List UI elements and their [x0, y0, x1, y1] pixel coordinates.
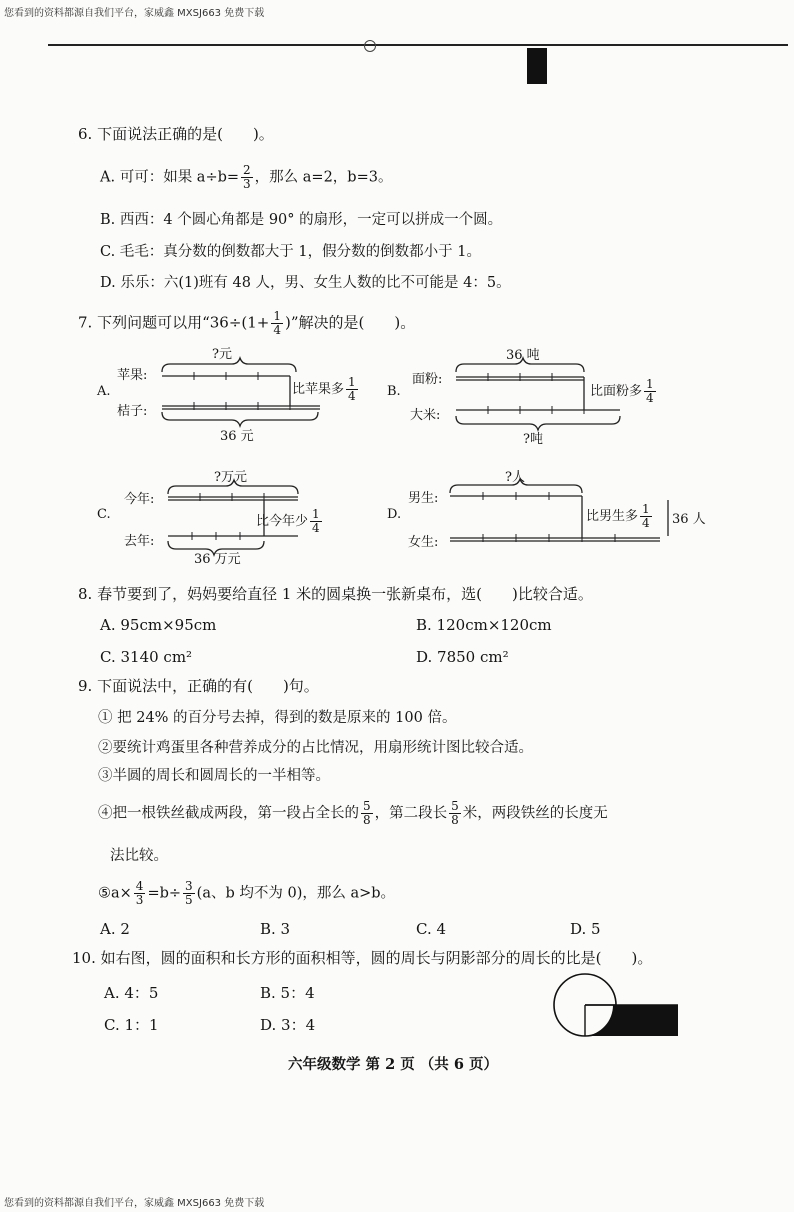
q7d-row2-label: 女生: — [408, 535, 439, 550]
q7a-row2-label: 桔子: — [117, 404, 148, 419]
q9-stem-end: )句。 — [282, 677, 319, 695]
q8-stem-end: )比较合适。 — [512, 585, 593, 603]
q8-stem-text: 8. 春节要到了，妈妈要给直径 1 米的圆桌换一张新桌布，选( — [78, 585, 483, 603]
q9-statement-5 — [98, 880, 395, 907]
q9-option-a: A. 2 — [100, 920, 130, 938]
q7b-note-text: 比面粉多 — [590, 384, 643, 399]
q10-option-c: C. 1：1 — [104, 1016, 159, 1034]
q9-s5-frac1 — [134, 880, 146, 907]
q7a-note-num: 1 — [348, 375, 356, 389]
q7d-right-label: 36 人 — [672, 512, 706, 527]
q7b-row1-label: 面粉: — [412, 372, 443, 387]
q9-option-d: D. 5 — [570, 920, 601, 938]
q6-a-frac-den: 3 — [243, 177, 251, 191]
q7b-top-label: 36 吨 — [506, 348, 540, 363]
q7d-letter: D. — [387, 507, 402, 522]
q8-option-c: C. 3140 cm² — [100, 648, 193, 666]
q7a-row1-label: 苹果: — [117, 368, 148, 383]
watermark-top: 您看到的资料都源自我们平台，家威鑫 MXSJ663 免费下载 — [4, 8, 265, 19]
q9-statement-3: ③半圆的周长和圆周长的一半相等。 — [98, 768, 330, 784]
q9-s5-den1: 3 — [135, 893, 144, 907]
q9-s5-post: (a、b 均不为 0)，那么 a>b。 — [196, 885, 396, 902]
q7c-note-frac — [310, 508, 322, 535]
q6-option-b: B. 西西：4 个圆心角都是 90° 的扇形，一定可以拼成一个圆。 — [100, 212, 503, 228]
q7d-note-frac — [640, 503, 652, 530]
q7a-note-text: 比苹果多 — [292, 382, 345, 397]
q7a-note-den: 4 — [348, 389, 356, 403]
q9-s4-frac1 — [361, 800, 373, 827]
q7b-note-num: 1 — [646, 377, 654, 391]
q7-frac-num: 1 — [273, 309, 282, 323]
q7a-letter: A. — [97, 384, 111, 399]
q7-stem-post: )”解决的是( — [285, 313, 365, 332]
q6-a-frac-num: 2 — [243, 163, 251, 177]
q10-stem — [72, 948, 652, 968]
q9-stem-text: 9. 下面说法中，正确的有( — [78, 677, 253, 695]
q9-s4-num1: 5 — [363, 799, 371, 813]
q7d-row1-label: 男生: — [408, 491, 439, 506]
q9-option-b: B. 3 — [260, 920, 291, 938]
q7c-letter: C. — [97, 507, 111, 522]
q7a-top-label: ?元 — [212, 347, 232, 362]
q7c-bottom-label: 36 万元 — [194, 552, 241, 567]
q9-s4-den1: 8 — [363, 813, 371, 827]
q7d-note-text: 比男生多 — [586, 509, 639, 524]
q10-stem-end: )。 — [631, 949, 653, 967]
watermark-bottom: 您看到的资料都源自我们平台，家威鑫 MXSJ663 免费下载 — [4, 1198, 265, 1209]
q9-s5-den2: 5 — [185, 893, 193, 907]
q7b-letter: B. — [387, 384, 401, 399]
q7a-note-frac — [346, 376, 358, 403]
q10-stem-text: 10. 如右图，圆的面积和长方形的面积相等，圆的周长与阴影部分的周长的比是( — [72, 949, 602, 967]
q9-s5-mid: =b÷ — [147, 885, 182, 902]
q9-statement-2: ②要统计鸡蛋里各种营养成分的占比情况，用扇形统计图比较合适。 — [98, 740, 533, 756]
q7c-row2-label: 去年: — [124, 534, 155, 549]
q10-shaded-region — [585, 1005, 678, 1036]
q6-a-pre: A. 可可：如果 a÷b= — [100, 169, 240, 186]
q9-s5-num1: 4 — [135, 879, 144, 893]
q7-stem-end: )。 — [394, 313, 416, 332]
q8-option-b: B. 120cm×120cm — [416, 616, 552, 634]
q7d-top-label: ?人 — [505, 470, 525, 485]
q7c-note-num: 1 — [312, 507, 320, 521]
q10-option-a: A. 4：5 — [104, 984, 159, 1002]
q7-stem-pre: 7. 下列问题可以用“36÷(1+ — [78, 313, 270, 332]
q7b-row2-label: 大米: — [410, 408, 441, 423]
q9-s4-pre: ④把一根铁丝截成两段，第一段占全长的 — [98, 805, 359, 822]
q9-s4-mid: ，第二段长 — [374, 805, 448, 822]
q7d-note-den: 4 — [642, 516, 650, 530]
q7a-bottom-label: 36 元 — [220, 429, 254, 444]
q8-option-a: A. 95cm×95cm — [100, 616, 217, 634]
q6-option-c: C. 毛毛：真分数的倒数都大于 1，假分数的倒数都小于 1。 — [100, 244, 481, 260]
q10-option-d: D. 3：4 — [260, 1016, 316, 1034]
q7b-note-den: 4 — [646, 391, 654, 405]
q6-stem-text: 6. 下面说法正确的是( — [78, 125, 223, 143]
q9-stem — [78, 676, 319, 696]
q7-frac-den: 4 — [273, 323, 282, 337]
q9-s4-frac2 — [449, 800, 461, 827]
q7c-note — [256, 508, 324, 535]
q9-option-c: C. 4 — [416, 920, 447, 938]
q7b-note — [590, 378, 658, 405]
page-footer: 六年级数学 第 2 页 （共 6 页） — [288, 1056, 498, 1073]
q9-s5-pre: ⑤a× — [98, 885, 132, 902]
q9-s4-den2: 8 — [451, 813, 459, 827]
q8-option-d: D. 7850 cm² — [416, 648, 509, 666]
q7c-row1-label: 今年: — [124, 492, 155, 507]
q6-stem-end: )。 — [252, 125, 274, 143]
q9-statement-4-line2: 法比较。 — [110, 848, 168, 864]
q7c-note-text: 比今年少 — [256, 514, 309, 529]
q9-s5-frac2 — [183, 880, 195, 907]
q7a-bottom-brace — [162, 412, 318, 426]
q9-s4-num2: 5 — [451, 799, 459, 813]
q7d-note-num: 1 — [642, 502, 650, 516]
q9-statement-1: ① 把 24% 的百分号去掉，得到的数是原来的 100 倍。 — [98, 710, 457, 726]
q9-s5-num2: 3 — [185, 879, 193, 893]
q7b-note-frac — [644, 378, 656, 405]
q10-figure — [550, 970, 690, 1042]
q10-option-b: B. 5：4 — [260, 984, 315, 1002]
q7d-note — [586, 503, 654, 530]
q7c-top-label: ?万元 — [214, 470, 247, 485]
q9-s4-post: 米，两段铁丝的长度无 — [462, 805, 608, 822]
q7c-note-den: 4 — [312, 521, 320, 535]
q7a-note — [292, 376, 360, 403]
q9-statement-4 — [98, 800, 608, 827]
q6-option-d: D. 乐乐：六(1)班有 48 人，男、女生人数的比不可能是 4：5。 — [100, 275, 511, 291]
q7b-bottom-label: ?吨 — [523, 432, 543, 447]
q6-a-post: ，那么 a=2，b=3。 — [254, 169, 393, 186]
q8-stem — [78, 584, 593, 604]
